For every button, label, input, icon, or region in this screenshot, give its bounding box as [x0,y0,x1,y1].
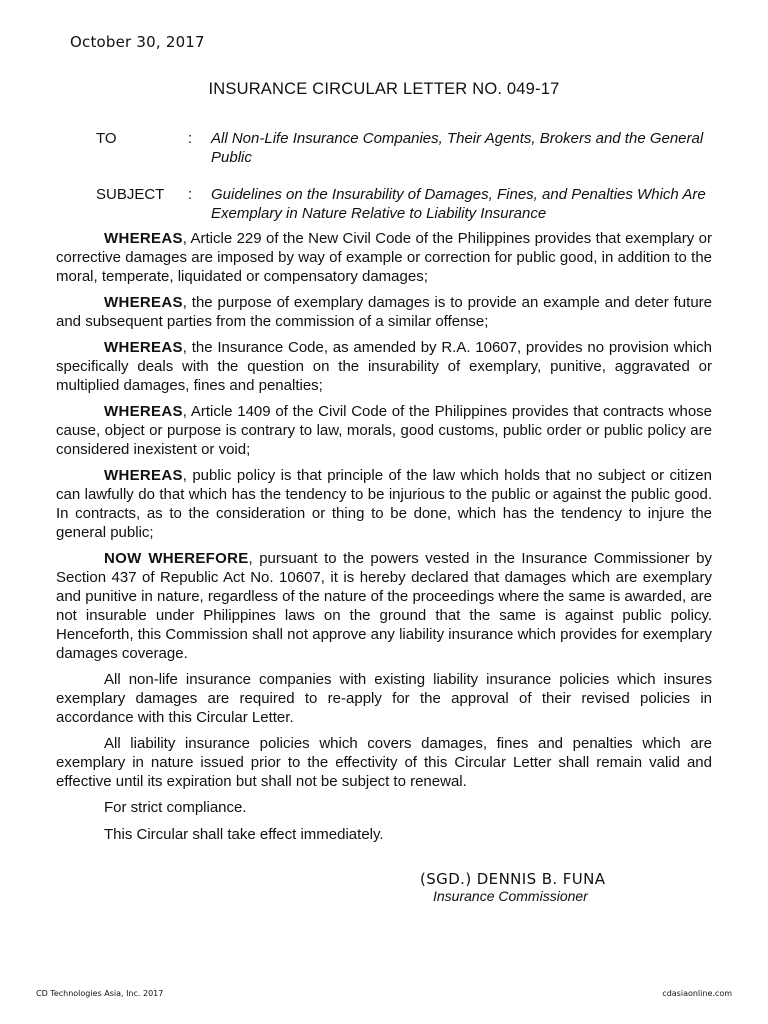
paragraph-8 [56,734,712,791]
paragraph-4 [56,402,712,459]
paragraph-lead: WHEREAS [104,294,183,311]
subject-label: SUBJECT [96,186,165,203]
paragraph-text: All non-life insurance companies with existing liability insurance policies which insures exemplary damages are required to re-apply for the approval of their revised policies in accordance with this Circular Letter. [56,671,712,726]
document-body [56,229,712,852]
document-date: October 30, 2017 [70,33,205,51]
document-title: INSURANCE CIRCULAR LETTER NO. 049-17 [208,80,560,98]
footer-copyright: CD Technologies Asia, Inc. 2017 [36,989,164,998]
paragraph-text: , pursuant to the powers vested in the Insurance Commissioner by Section 437 of Republic Act No. 10607, it is hereby declared that damages which are exemplary and punitive in nature, regardless of the nature of the proceedings where the same is awarded, are not insurable under Philippines laws on the ground that the same is against public policy. Henceforth, this Commission shall not approve any liability insurance which provides for exemplary damages coverage. [56,550,712,662]
paragraph-text: , Article 1409 of the Civil Code of the Philippines provides that contracts whose cause, object or purpose is contrary to law, morals, good customs, public order or public policy are considered inexistent or void; [56,403,712,458]
paragraph-lead: WHEREAS [104,230,183,247]
paragraph-text: , the purpose of exemplary damages is to provide an example and deter future and subsequent parties from the commission of a similar offense; [56,294,712,330]
paragraph-lead: WHEREAS [104,403,183,420]
paragraph-3 [56,338,712,395]
paragraph-text: For strict compliance. [104,799,247,816]
subject-colon: : [188,186,193,203]
paragraph-lead: WHEREAS [104,467,183,484]
signatory-name: (SGD.) DENNIS B. FUNA [420,870,606,888]
signatory-position: Insurance Commissioner [433,888,588,904]
paragraph-lead: NOW WHEREFORE [104,550,249,567]
to-colon: : [188,130,193,147]
to-value: All Non-Life Insurance Companies, Their Agents, Brokers and the General Public [211,130,704,166]
paragraph-text: , the Insurance Code, as amended by R.A. 10607, provides no provision which specifically deals with the question on the insurability of exemplary, punitive, aggravated or multiplied damages, fines and penalties; [56,339,712,394]
paragraph-text: , public policy is that principle of the law which holds that no subject or citizen can lawfully do that which has the tendency to be injurious to the public or against the public good. In contracts, as to the consideration or thing to be done, which has the tendency to injure the general public; [56,467,712,541]
paragraph-5 [56,466,712,542]
subject-value: Guidelines on the Insurability of Damages, Fines, and Penalties Which Are Exemplary in Nature Relative to Liability Insurance [211,186,706,222]
paragraph-2 [56,293,712,331]
paragraph-lead: WHEREAS [104,339,183,356]
paragraph-9 [56,798,712,817]
paragraph-text: , Article 229 of the New Civil Code of the Philippines provides that exemplary or corrective damages are imposed by way of example or correction for public good, in addition to the moral, temperate, liquidated or compensatory damages; [56,230,712,285]
paragraph-1 [56,229,712,286]
paragraph-7 [56,670,712,727]
footer-website: cdasiaonline.com [662,989,732,998]
paragraph-text: All liability insurance policies which covers damages, fines and penalties which are exemplary in nature issued prior to the effectivity of this Circular Letter shall remain valid and effective until its expiration but shall not be subject to renewal. [56,735,712,790]
to-label: TO [96,130,117,147]
paragraph-10 [56,825,712,844]
paragraph-text: This Circular shall take effect immediately. [104,826,384,843]
paragraph-6 [56,549,712,663]
